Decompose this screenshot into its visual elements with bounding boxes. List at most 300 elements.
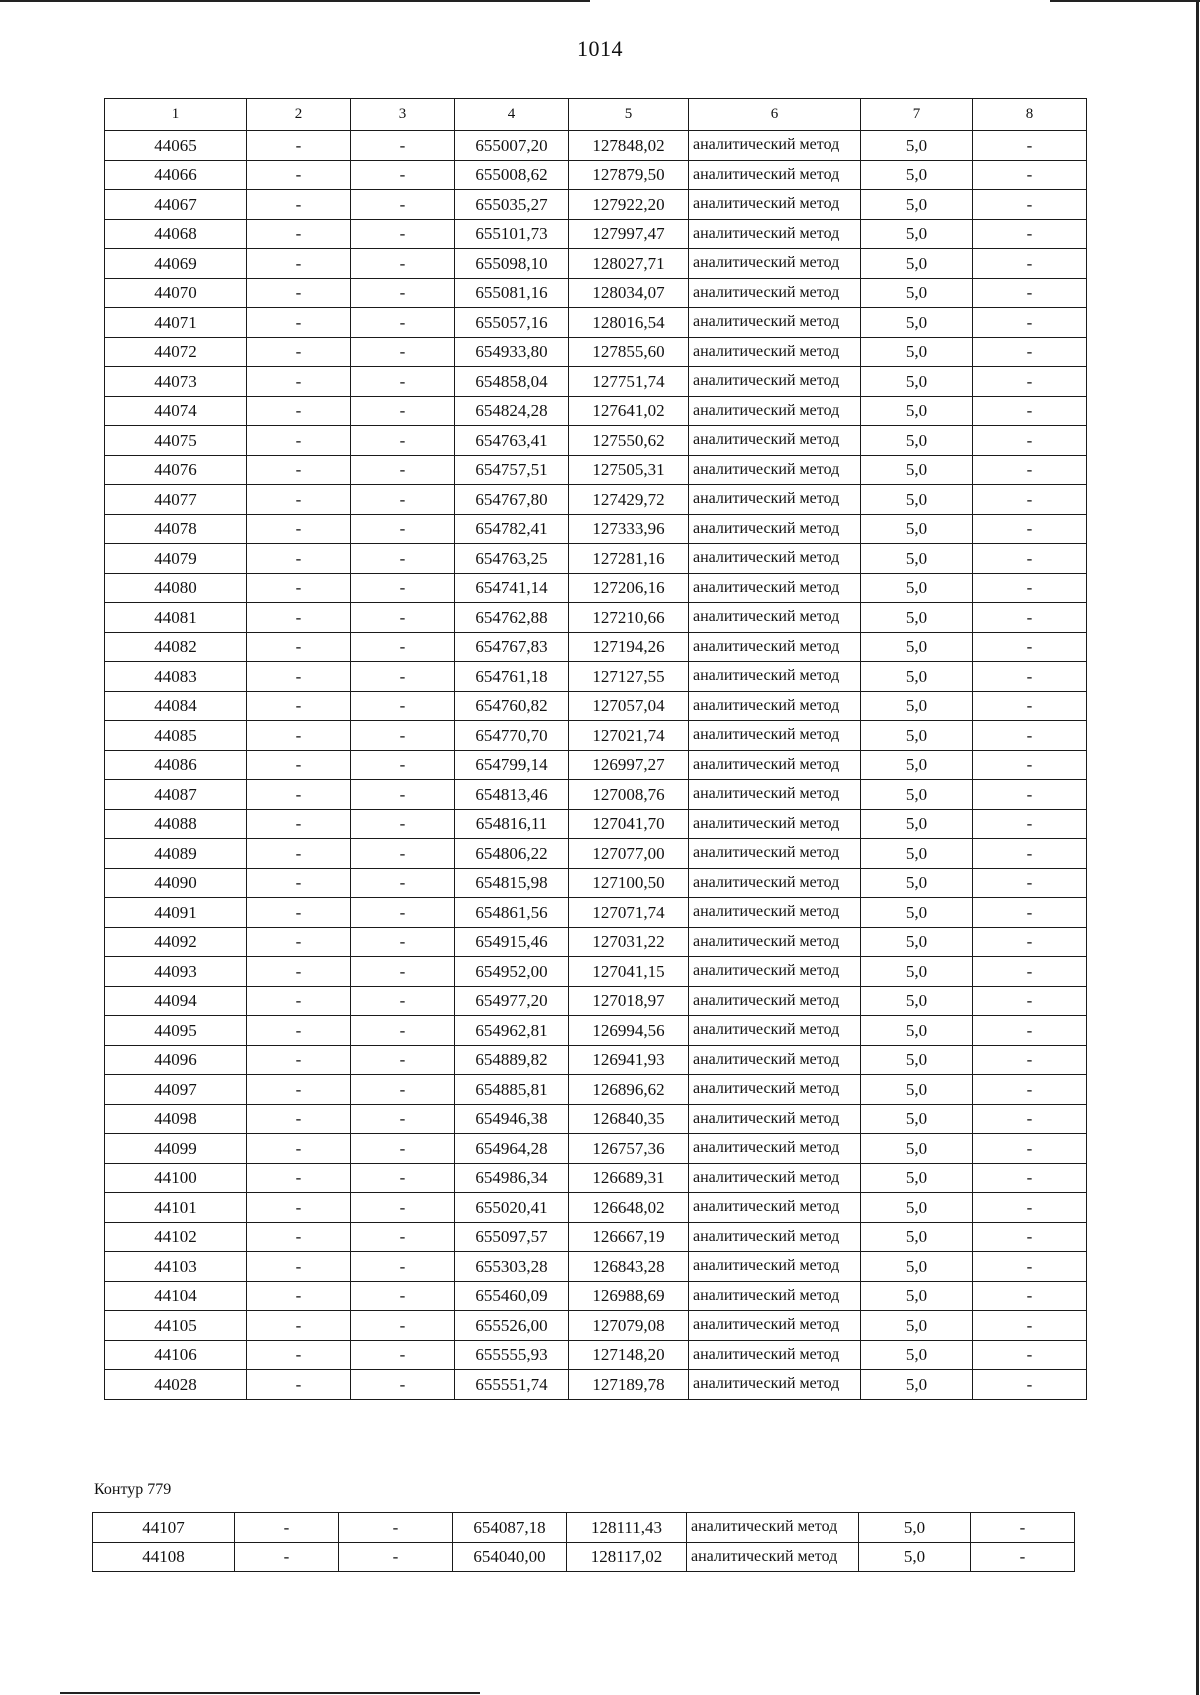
table-cell: 44106: [105, 1340, 247, 1370]
table-cell: 5,0: [861, 131, 973, 161]
table-cell: -: [247, 1252, 351, 1282]
table-cell: 44088: [105, 809, 247, 839]
table-cell: -: [247, 573, 351, 603]
table-row: [105, 308, 1087, 338]
table-cell: 5,0: [861, 957, 973, 987]
table-cell: -: [351, 455, 455, 485]
table-cell: -: [973, 1075, 1087, 1105]
scan-border-top-right: [1050, 0, 1200, 2]
table-cell: 654763,41: [455, 426, 569, 456]
table-cell: 127333,96: [569, 514, 689, 544]
table-cell: -: [247, 544, 351, 574]
table-cell: 654964,28: [455, 1134, 569, 1164]
table-cell: 127922,20: [569, 190, 689, 220]
table-cell: 5,0: [861, 160, 973, 190]
table-cell: 5,0: [861, 455, 973, 485]
table-row: [105, 160, 1087, 190]
table-cell: аналитический метод: [689, 927, 861, 957]
table-cell: -: [351, 780, 455, 810]
table-cell: 126843,28: [569, 1252, 689, 1282]
table-cell: 654962,81: [455, 1016, 569, 1046]
table-cell: 654915,46: [455, 927, 569, 957]
table-cell: -: [351, 367, 455, 397]
table-cell: 655007,20: [455, 131, 569, 161]
table-cell: 5,0: [861, 721, 973, 751]
table-cell: аналитический метод: [689, 839, 861, 869]
table-cell: -: [973, 986, 1087, 1016]
table-cell: -: [351, 1193, 455, 1223]
table-cell: аналитический метод: [689, 573, 861, 603]
table-cell: -: [247, 1370, 351, 1400]
table-cell: 127008,76: [569, 780, 689, 810]
table-cell: 655460,09: [455, 1281, 569, 1311]
table-cell: -: [247, 1016, 351, 1046]
table-row: [105, 573, 1087, 603]
table-cell: 654946,38: [455, 1104, 569, 1134]
table-cell: 44090: [105, 868, 247, 898]
table-row: [105, 1340, 1087, 1370]
table-cell: 5,0: [861, 1311, 973, 1341]
table-cell: -: [351, 927, 455, 957]
table-row: [105, 721, 1087, 751]
table-cell: 44093: [105, 957, 247, 987]
table-cell: 5,0: [861, 367, 973, 397]
table-cell: -: [247, 603, 351, 633]
table-cell: -: [973, 1252, 1087, 1282]
table-cell: аналитический метод: [687, 1513, 859, 1543]
table-cell: аналитический метод: [689, 190, 861, 220]
table-cell: 5,0: [861, 426, 973, 456]
coordinates-table-body: [105, 99, 1087, 1400]
table-cell: 654824,28: [455, 396, 569, 426]
table-row: [93, 1513, 1075, 1543]
table-row: [105, 249, 1087, 279]
table-cell: 44107: [93, 1513, 235, 1543]
table-cell: -: [351, 898, 455, 928]
table-cell: 44073: [105, 367, 247, 397]
table-cell: -: [351, 426, 455, 456]
table-row: [105, 1104, 1087, 1134]
table-cell: 44096: [105, 1045, 247, 1075]
table-cell: 5,0: [861, 750, 973, 780]
table-row: [105, 1370, 1087, 1400]
table-cell: аналитический метод: [689, 780, 861, 810]
table-cell: 655555,93: [455, 1340, 569, 1370]
table-cell: -: [973, 308, 1087, 338]
table-cell: -: [247, 662, 351, 692]
table-row: [105, 1075, 1087, 1105]
table-cell: аналитический метод: [689, 1340, 861, 1370]
table-cell: 44097: [105, 1075, 247, 1105]
table-cell: 654952,00: [455, 957, 569, 987]
table-cell: 5,0: [861, 632, 973, 662]
table-cell: -: [973, 868, 1087, 898]
table-cell: -: [973, 1104, 1087, 1134]
table-cell: 5,0: [859, 1542, 971, 1572]
table-cell: -: [247, 691, 351, 721]
table-cell: 44092: [105, 927, 247, 957]
table-cell: 5,0: [861, 219, 973, 249]
table-cell: -: [973, 514, 1087, 544]
table-cell: -: [973, 1163, 1087, 1193]
table-cell: 654760,82: [455, 691, 569, 721]
table-cell: 5,0: [861, 249, 973, 279]
header-cell: 8: [973, 99, 1087, 131]
table-row: [105, 603, 1087, 633]
table-cell: 126941,93: [569, 1045, 689, 1075]
table-cell: -: [973, 485, 1087, 515]
table-row: [105, 1252, 1087, 1282]
table-cell: 127021,74: [569, 721, 689, 751]
table-cell: 44075: [105, 426, 247, 456]
table-cell: -: [351, 750, 455, 780]
table-cell: -: [973, 1370, 1087, 1400]
table-cell: -: [973, 1134, 1087, 1164]
table-cell: 654757,51: [455, 455, 569, 485]
table-cell: 5,0: [861, 898, 973, 928]
table-cell: 5,0: [861, 1134, 973, 1164]
table-cell: 5,0: [861, 1045, 973, 1075]
table-cell: 654741,14: [455, 573, 569, 603]
table-cell: 655008,62: [455, 160, 569, 190]
table-cell: -: [973, 839, 1087, 869]
table-cell: -: [235, 1513, 339, 1543]
table-cell: 127550,62: [569, 426, 689, 456]
table-row: [105, 957, 1087, 987]
table-cell: -: [971, 1542, 1075, 1572]
table-cell: аналитический метод: [689, 367, 861, 397]
table-cell: -: [973, 544, 1087, 574]
table-header-row: [105, 99, 1087, 131]
table-cell: -: [351, 337, 455, 367]
table-cell: 5,0: [861, 308, 973, 338]
table-cell: -: [351, 160, 455, 190]
table-cell: -: [351, 1370, 455, 1400]
table-cell: -: [247, 780, 351, 810]
table-cell: 126994,56: [569, 1016, 689, 1046]
table-cell: 5,0: [861, 1075, 973, 1105]
table-cell: 5,0: [861, 1252, 973, 1282]
table-row: [105, 219, 1087, 249]
table-cell: 654767,80: [455, 485, 569, 515]
table-cell: -: [973, 573, 1087, 603]
table-cell: -: [351, 308, 455, 338]
table-cell: -: [247, 632, 351, 662]
table-row: [105, 1045, 1087, 1075]
scan-border-bottom: [60, 1692, 480, 1694]
table-cell: 44102: [105, 1222, 247, 1252]
table-cell: -: [339, 1542, 453, 1572]
table-cell: аналитический метод: [687, 1542, 859, 1572]
table-cell: -: [339, 1513, 453, 1543]
table-cell: -: [351, 691, 455, 721]
table-cell: -: [247, 219, 351, 249]
table-cell: 44104: [105, 1281, 247, 1311]
table-cell: 44071: [105, 308, 247, 338]
table-cell: -: [973, 278, 1087, 308]
table-cell: 5,0: [861, 337, 973, 367]
table-cell: 127071,74: [569, 898, 689, 928]
header-cell: 1: [105, 99, 247, 131]
table-cell: 128111,43: [567, 1513, 687, 1543]
table-cell: 44068: [105, 219, 247, 249]
table-cell: аналитический метод: [689, 426, 861, 456]
table-cell: 654858,04: [455, 367, 569, 397]
table-cell: -: [351, 131, 455, 161]
table-cell: 44100: [105, 1163, 247, 1193]
table-cell: -: [351, 249, 455, 279]
table-cell: 5,0: [861, 573, 973, 603]
table-cell: 654770,70: [455, 721, 569, 751]
table-cell: -: [247, 839, 351, 869]
table-row: [105, 278, 1087, 308]
table-row: [105, 632, 1087, 662]
table-cell: -: [971, 1513, 1075, 1543]
table-row: [105, 514, 1087, 544]
table-cell: аналитический метод: [689, 603, 861, 633]
table-cell: 654087,18: [453, 1513, 567, 1543]
table-cell: 44085: [105, 721, 247, 751]
table-cell: -: [247, 1311, 351, 1341]
table-cell: 44067: [105, 190, 247, 220]
table-cell: 5,0: [861, 1370, 973, 1400]
table-cell: -: [247, 308, 351, 338]
table-row: [105, 367, 1087, 397]
table-row: [105, 662, 1087, 692]
table-cell: -: [351, 1134, 455, 1164]
table-cell: -: [973, 691, 1087, 721]
table-cell: аналитический метод: [689, 1134, 861, 1164]
table-cell: -: [351, 986, 455, 1016]
table-cell: -: [351, 573, 455, 603]
table-cell: -: [973, 662, 1087, 692]
table-row: [93, 1542, 1075, 1572]
table-cell: 127031,22: [569, 927, 689, 957]
table-row: [105, 396, 1087, 426]
table-row: [105, 190, 1087, 220]
table-cell: 126988,69: [569, 1281, 689, 1311]
table-cell: 44079: [105, 544, 247, 574]
table-cell: аналитический метод: [689, 485, 861, 515]
table-cell: 44077: [105, 485, 247, 515]
table-cell: -: [973, 1311, 1087, 1341]
table-cell: -: [247, 898, 351, 928]
table-cell: -: [351, 396, 455, 426]
coordinates-table: [104, 98, 1087, 1400]
table-cell: -: [247, 721, 351, 751]
table-cell: 5,0: [861, 691, 973, 721]
table-cell: 5,0: [861, 1340, 973, 1370]
table-cell: -: [247, 1045, 351, 1075]
table-cell: -: [351, 809, 455, 839]
table-cell: -: [973, 160, 1087, 190]
table-cell: -: [351, 219, 455, 249]
table-cell: 44065: [105, 131, 247, 161]
table-row: [105, 898, 1087, 928]
table-cell: -: [351, 632, 455, 662]
table-cell: 44074: [105, 396, 247, 426]
table-cell: аналитический метод: [689, 278, 861, 308]
table-cell: 127429,72: [569, 485, 689, 515]
table-cell: 127855,60: [569, 337, 689, 367]
table-cell: 44078: [105, 514, 247, 544]
table-cell: 127018,97: [569, 986, 689, 1016]
table-cell: -: [973, 721, 1087, 751]
table-cell: -: [247, 1193, 351, 1223]
table-cell: аналитический метод: [689, 1016, 861, 1046]
table-cell: -: [247, 131, 351, 161]
table-row: [105, 691, 1087, 721]
table-cell: -: [351, 1281, 455, 1311]
table-cell: -: [973, 337, 1087, 367]
table-row: [105, 1193, 1087, 1223]
table-row: [105, 1311, 1087, 1341]
table-cell: аналитический метод: [689, 249, 861, 279]
table-cell: -: [247, 396, 351, 426]
header-cell: 5: [569, 99, 689, 131]
table-cell: -: [351, 1045, 455, 1075]
table-cell: 44089: [105, 839, 247, 869]
table-cell: 654767,83: [455, 632, 569, 662]
table-cell: 44076: [105, 455, 247, 485]
table-cell: 655551,74: [455, 1370, 569, 1400]
header-cell: 7: [861, 99, 973, 131]
table-cell: 654762,88: [455, 603, 569, 633]
table-cell: аналитический метод: [689, 1311, 861, 1341]
table-cell: 127057,04: [569, 691, 689, 721]
table-cell: -: [973, 780, 1087, 810]
table-cell: 5,0: [861, 780, 973, 810]
table-cell: 126757,36: [569, 1134, 689, 1164]
table-cell: -: [247, 190, 351, 220]
table-cell: -: [351, 1075, 455, 1105]
scan-border-top: [0, 0, 590, 2]
table-cell: -: [973, 367, 1087, 397]
table-cell: аналитический метод: [689, 131, 861, 161]
table-row: [105, 455, 1087, 485]
table-row: [105, 1281, 1087, 1311]
table-cell: -: [973, 131, 1087, 161]
table-cell: -: [351, 1104, 455, 1134]
table-cell: 655057,16: [455, 308, 569, 338]
table-cell: 654040,00: [453, 1542, 567, 1572]
table-cell: аналитический метод: [689, 957, 861, 987]
table-cell: аналитический метод: [689, 1045, 861, 1075]
table-cell: аналитический метод: [689, 337, 861, 367]
table-cell: 126648,02: [569, 1193, 689, 1223]
table-cell: 127077,00: [569, 839, 689, 869]
table-cell: -: [235, 1542, 339, 1572]
table-cell: -: [351, 485, 455, 515]
table-cell: 5,0: [861, 927, 973, 957]
table-cell: 5,0: [861, 1104, 973, 1134]
table-cell: -: [351, 1222, 455, 1252]
table-row: [105, 131, 1087, 161]
table-cell: -: [247, 1075, 351, 1105]
table-cell: 654761,18: [455, 662, 569, 692]
table-row: [105, 1016, 1087, 1046]
table-cell: -: [973, 898, 1087, 928]
table-cell: 44066: [105, 160, 247, 190]
table-cell: 655526,00: [455, 1311, 569, 1341]
table-cell: -: [247, 1134, 351, 1164]
table-cell: -: [351, 544, 455, 574]
table-cell: 655020,41: [455, 1193, 569, 1223]
table-cell: -: [351, 190, 455, 220]
table-cell: аналитический метод: [689, 219, 861, 249]
table-cell: -: [973, 603, 1087, 633]
table-cell: -: [247, 426, 351, 456]
table-cell: аналитический метод: [689, 1370, 861, 1400]
table-cell: аналитический метод: [689, 514, 861, 544]
table-cell: 127041,15: [569, 957, 689, 987]
table-cell: -: [247, 868, 351, 898]
table-cell: 126840,35: [569, 1104, 689, 1134]
table-cell: 44081: [105, 603, 247, 633]
table-row: [105, 426, 1087, 456]
table-cell: -: [973, 927, 1087, 957]
table-cell: аналитический метод: [689, 1252, 861, 1282]
table-cell: 44070: [105, 278, 247, 308]
table-cell: аналитический метод: [689, 868, 861, 898]
table-cell: 126997,27: [569, 750, 689, 780]
table-cell: -: [973, 190, 1087, 220]
table-cell: 127127,55: [569, 662, 689, 692]
table-cell: 44086: [105, 750, 247, 780]
table-cell: -: [247, 986, 351, 1016]
table-cell: 5,0: [859, 1513, 971, 1543]
table-cell: аналитический метод: [689, 160, 861, 190]
table-cell: 127100,50: [569, 868, 689, 898]
table-cell: -: [973, 1045, 1087, 1075]
table-cell: 44108: [93, 1542, 235, 1572]
table-cell: 654763,25: [455, 544, 569, 574]
table-cell: 127641,02: [569, 396, 689, 426]
table-cell: 5,0: [861, 986, 973, 1016]
table-row: [105, 485, 1087, 515]
table-cell: 127041,70: [569, 809, 689, 839]
table-cell: 654816,11: [455, 809, 569, 839]
table-cell: -: [351, 1016, 455, 1046]
table-cell: 654799,14: [455, 750, 569, 780]
table-cell: 127148,20: [569, 1340, 689, 1370]
table-cell: 127997,47: [569, 219, 689, 249]
table-cell: аналитический метод: [689, 898, 861, 928]
table-cell: -: [973, 219, 1087, 249]
table-cell: -: [973, 455, 1087, 485]
table-cell: 5,0: [861, 662, 973, 692]
table-row: [105, 839, 1087, 869]
table-cell: 655098,10: [455, 249, 569, 279]
header-cell: 6: [689, 99, 861, 131]
table-cell: 44103: [105, 1252, 247, 1282]
table-cell: аналитический метод: [689, 1163, 861, 1193]
table-cell: 128034,07: [569, 278, 689, 308]
table-cell: -: [247, 809, 351, 839]
table-cell: -: [351, 868, 455, 898]
table-cell: 654813,46: [455, 780, 569, 810]
table-cell: аналитический метод: [689, 986, 861, 1016]
table-cell: 5,0: [861, 868, 973, 898]
table-cell: -: [973, 426, 1087, 456]
table-cell: -: [973, 1222, 1087, 1252]
table-cell: -: [247, 1104, 351, 1134]
table-cell: 5,0: [861, 396, 973, 426]
table-cell: -: [973, 1281, 1087, 1311]
table-cell: 5,0: [861, 278, 973, 308]
table-cell: 5,0: [861, 544, 973, 574]
table-cell: -: [247, 927, 351, 957]
